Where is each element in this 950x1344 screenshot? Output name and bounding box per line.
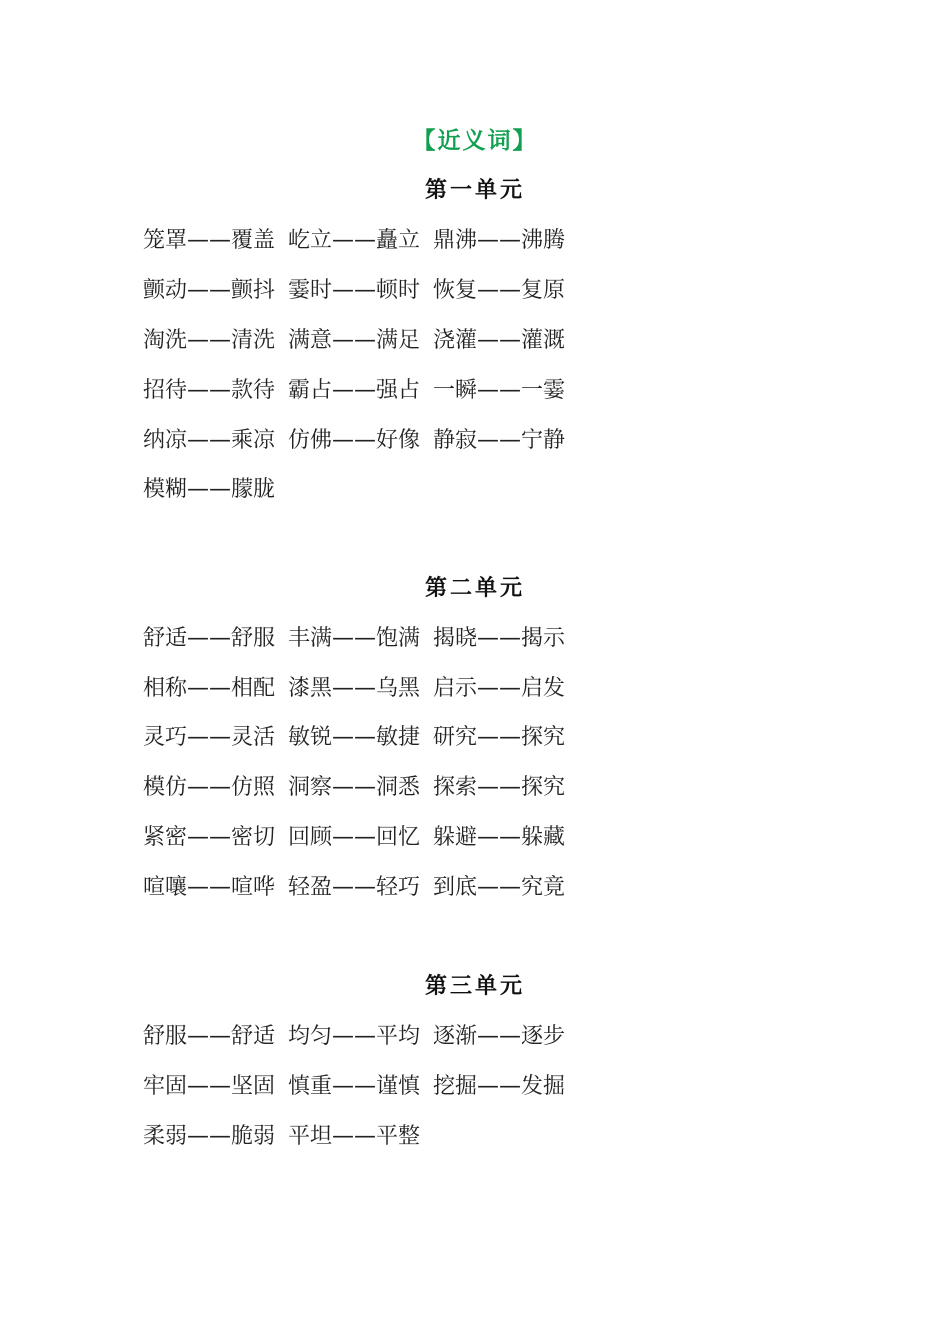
unit-2-row-2 xyxy=(143,674,578,704)
synonym-pair: 浇灌——灌溉 xyxy=(433,328,566,353)
synonym-pair: 淘洗——清洗 xyxy=(143,328,276,353)
synonym-pair: 均匀——平均 xyxy=(288,1024,421,1049)
synonym-pair: 研究——探究 xyxy=(433,725,566,750)
unit-1-row-4 xyxy=(143,376,578,406)
synonym-pair: 喧嚷——喧哗 xyxy=(143,875,276,900)
synonym-pair: 挖掘——发掘 xyxy=(433,1074,566,1099)
unit-1-row-6 xyxy=(143,475,288,505)
unit-1-row-2 xyxy=(143,276,578,306)
unit-2-row-3 xyxy=(143,723,578,753)
synonym-pair: 平坦——平整 xyxy=(288,1124,421,1149)
synonym-pair: 模仿——仿照 xyxy=(143,775,276,800)
synonym-pair: 探索——探究 xyxy=(433,775,566,800)
unit-2-row-1 xyxy=(143,624,578,654)
synonym-pair: 鼎沸——沸腾 xyxy=(433,228,566,253)
synonym-pair: 仿佛——好像 xyxy=(288,428,421,453)
unit-3-row-2 xyxy=(143,1072,578,1102)
synonym-pair: 洞察——洞悉 xyxy=(288,775,421,800)
synonym-pair: 颤动——颤抖 xyxy=(143,278,276,303)
synonym-pair: 舒服——舒适 xyxy=(143,1024,276,1049)
synonym-pair: 霸占——强占 xyxy=(288,378,421,403)
synonym-pair: 柔弱——脆弱 xyxy=(143,1124,276,1149)
synonym-pair: 揭晓——揭示 xyxy=(433,626,566,651)
unit-1-row-1 xyxy=(143,226,578,256)
unit-3-row-3 xyxy=(143,1122,433,1152)
synonym-pair: 敏锐——敏捷 xyxy=(288,725,421,750)
synonym-pair: 牢固——坚固 xyxy=(143,1074,276,1099)
unit-2-row-4 xyxy=(143,773,578,803)
synonym-pair: 恢复——复原 xyxy=(433,278,566,303)
synonym-pair: 轻盈——轻巧 xyxy=(288,875,421,900)
synonym-pair: 招待——款待 xyxy=(143,378,276,403)
synonym-pair: 漆黑——乌黑 xyxy=(288,676,421,701)
unit-2-heading: 第二单元 xyxy=(424,576,525,601)
synonym-pair: 丰满——饱满 xyxy=(288,626,421,651)
synonym-pair: 笼罩——覆盖 xyxy=(143,228,276,253)
synonym-pair: 一瞬——一霎 xyxy=(433,378,566,403)
unit-1-row-5 xyxy=(143,426,578,456)
synonym-pair: 紧密——密切 xyxy=(143,825,276,850)
synonym-pair: 启示——启发 xyxy=(433,676,566,701)
synonym-pair: 纳凉——乘凉 xyxy=(143,428,276,453)
unit-1-heading: 第一单元 xyxy=(424,178,525,203)
synonym-pair: 舒适——舒服 xyxy=(143,626,276,651)
synonym-pair: 屹立——矗立 xyxy=(288,228,421,253)
synonym-pair: 回顾——回忆 xyxy=(288,825,421,850)
unit-1-row-3 xyxy=(143,326,578,356)
synonym-pair: 慎重——谨慎 xyxy=(288,1074,421,1099)
unit-2-row-6 xyxy=(143,873,578,903)
synonym-pair: 逐渐——逐步 xyxy=(433,1024,566,1049)
unit-3-heading: 第三单元 xyxy=(424,974,525,999)
synonym-pair: 相称——相配 xyxy=(143,676,276,701)
synonym-pair: 到底——究竟 xyxy=(433,875,566,900)
unit-3-row-1 xyxy=(143,1022,578,1052)
synonym-pair: 躲避——躲藏 xyxy=(433,825,566,850)
synonym-pair: 满意——满足 xyxy=(288,328,421,353)
document-title: 【近义词】 xyxy=(412,128,538,154)
synonym-pair: 灵巧——灵活 xyxy=(143,725,276,750)
synonym-pair: 模糊——朦胧 xyxy=(143,477,276,502)
synonym-pair: 静寂——宁静 xyxy=(433,428,566,453)
synonym-pair: 霎时——顿时 xyxy=(288,278,421,303)
unit-2-row-5 xyxy=(143,823,578,853)
